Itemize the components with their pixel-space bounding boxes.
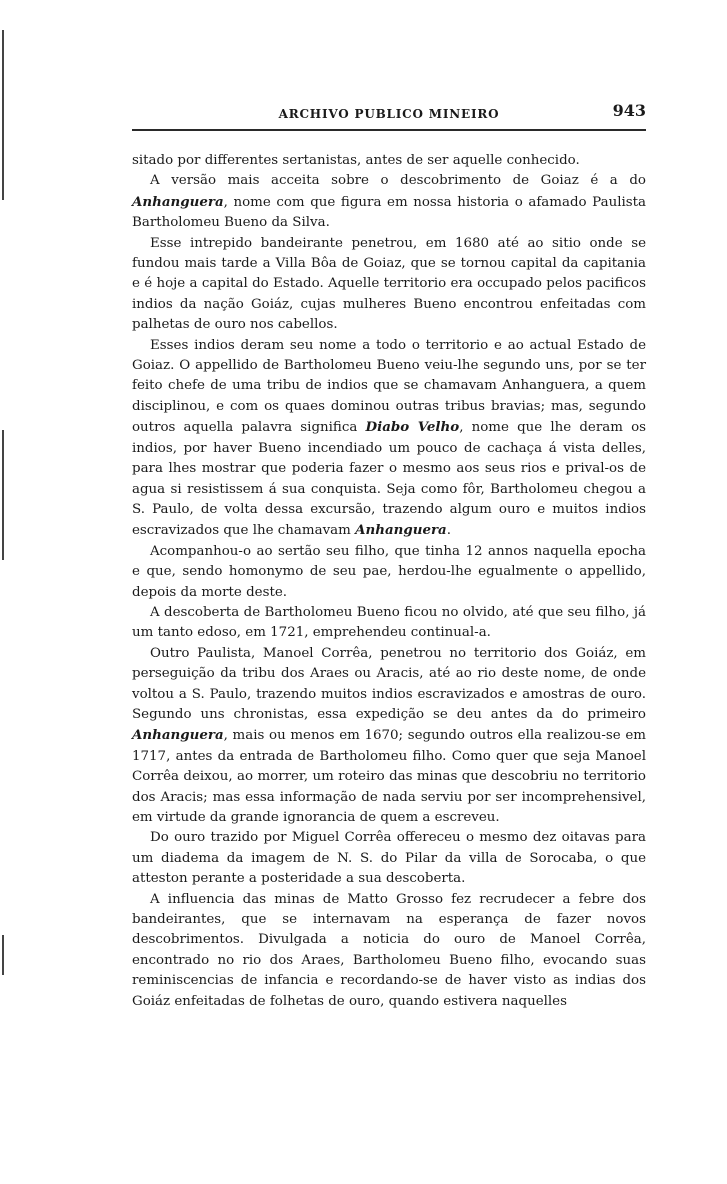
text-run: Esses indios deram seu nome a todo o territorio e ao actual Estado de Goiaz. O appellido de Bartholomeu Bueno veiu-lhe segundo uns, por se ter feito chefe de uma tribu de indios que se chamavam Anhanguera, a quem disciplinou, e com os quaes dominou outras tribus bravias; mas, segundo outros aquella palavra significa: [132, 337, 646, 436]
text-run: Do ouro trazido por Miguel Corrêa offereceu o mesmo dez oitavas para um diadema da imagem de N. S. do Pilar da villa de Sorocaba, o que atteston perante a posteridade a sua descoberta.: [132, 830, 646, 887]
book-page: [132, 95, 646, 1012]
text-run: A influencia das minas de Matto Grosso fez recrudecer a febre dos bandeirantes, que se internavam na esperança de fazer novos descobrimentos. Divulgada a noticia do ouro de Manoel Corrêa, encontrado no rio dos Araes, Bartholomeu Bueno filho, evocando suas reminiscencias de infancia e recordando-se de haver visto as indias dos Goiáz enfeitadas de folhetas de ouro, quando estivera naquelles: [132, 891, 646, 1009]
italic-term: Anhanguera: [132, 193, 224, 210]
text-run: Esse intrepido bandeirante penetrou, em 1680 até ao sitio onde se fundou mais tarde a Villa Bôa de Goiaz, que se tornou capital da capitania e é hoje a capital do Estado. Aquelle territorio era occupado pelos pacificos indios da nação Goiáz, cujas mulheres Bueno encontrou enfeitadas com palhetas de ouro nos cabellos.: [132, 235, 646, 333]
body-text: [132, 151, 646, 1012]
paragraph: [132, 542, 646, 603]
paragraph: [132, 603, 646, 644]
text-run: Outro Paulista, Manoel Corrêa, penetrou no territorio dos Goiáz, em perseguição da tribu dos Araes ou Aracis, até ao rio deste nome, de onde voltou a S. Paulo, trazendo muitos indios escravizados e amostras de ouro. Segundo uns chronistas, essa expedição se deu antes da do primeiro: [132, 645, 646, 722]
paragraph: [132, 234, 646, 336]
running-title: ARCHIVO PUBLICO MINEIRO: [278, 107, 500, 121]
page-number: 943: [612, 101, 646, 120]
text-run: .: [446, 523, 451, 539]
italic-term: Diabo Velho: [365, 419, 460, 436]
italic-term: Anhanguera: [132, 727, 224, 744]
header-rule: [132, 129, 646, 131]
text-run: , nome que lhe deram os indios, por haver Bueno incendiado um pouco de cachaça á vista delles, para lhes mostrar que poderia fazer o mesmo aos seus rios e prival-os de agua si resistissem á sua conquista. Seja como fôr, Bartholomeu chegou a S. Paulo, de volta dessa excursão, trazendo algum ouro e muitos indios escravizados que lhe chamavam: [132, 420, 647, 539]
text-run: Acompanhou-o ao sertão seu filho, que tinha 12 annos naquella epocha e que, sendo homonymo de seu pae, herdou-lhe egualmente o appellido, depois da morte deste.: [132, 543, 646, 600]
paragraph: [132, 890, 646, 1012]
paragraph: [132, 828, 646, 889]
paragraph: [132, 151, 646, 171]
text-run: sitado por differentes sertanistas, antes de ser aquelle conhecido.: [132, 153, 580, 168]
text-run: , nome com que figura em nossa historia o afamado Paulista Bartholomeu Bueno da Silva.: [132, 194, 646, 231]
text-run: A versão mais acceita sobre o descobrimento de Goiaz é a do: [150, 173, 646, 189]
paragraph: [132, 171, 646, 233]
text-run: , mais ou menos em 1670; segundo outros ella realizou-se em 1717, antes da entrada de Bartholomeu filho. Como quer que seja Manoel Corrêa deixou, ao morrer, um roteiro das minas que descobriu no territorio dos Aracis; mas essa informação de nada serviu por ser incomprehensivel, em virtude da grande ignorancia de quem a escreveu.: [132, 728, 646, 825]
page-header: [132, 95, 646, 121]
text-run: A descoberta de Bartholomeu Bueno ficou no olvido, até que seu filho, já um tanto edoso, em 1721, emprehendeu continual-a.: [132, 604, 646, 641]
paragraph: [132, 336, 646, 542]
page-binding-edge: [0, 0, 6, 1184]
italic-term: Anhanguera: [355, 522, 447, 539]
paragraph: [132, 644, 646, 829]
